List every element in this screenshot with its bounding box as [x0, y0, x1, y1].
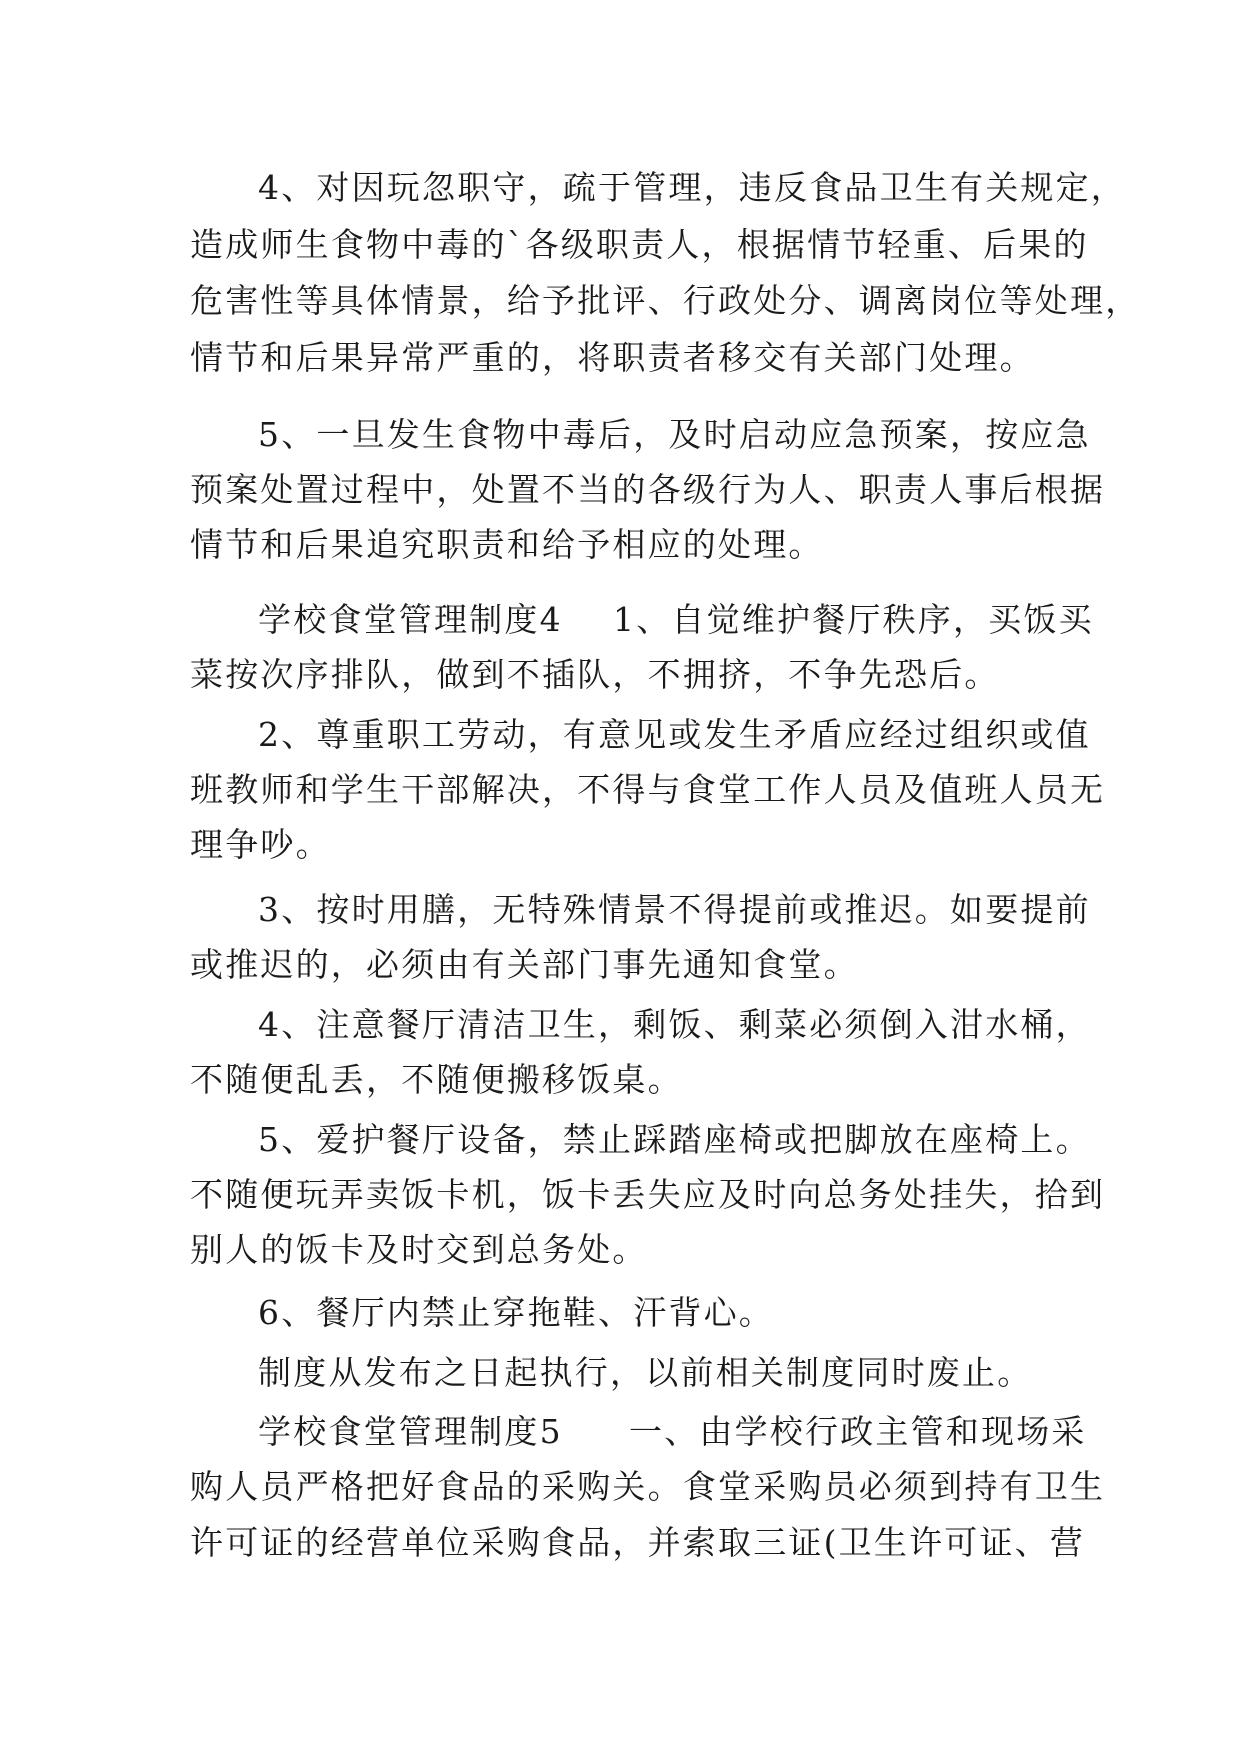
paragraph-line: 不随便乱丢，不随便搬移饭桌。: [190, 1060, 683, 1099]
paragraph-line: 班教师和学生干部解决，不得与食堂工作人员及值班人员无: [190, 770, 1106, 809]
paragraph-line: 理争吵。: [190, 825, 331, 864]
paragraph-line: 4、对因玩忽职守，疏于管理，违反食品卫生有关规定，: [258, 168, 1126, 207]
paragraph-line: 或推迟的，必须由有关部门事先通知食堂。: [190, 945, 859, 984]
paragraph-line: 4、注意餐厅清洁卫生，剩饭、剩菜必须倒入泔水桶，: [258, 1005, 1091, 1044]
paragraph-line: 情节和后果异常严重的，将职责者移交有关部门处理。: [190, 338, 1035, 377]
paragraph-line: 5、一旦发生食物中毒后，及时启动应急预案，按应急: [258, 415, 1091, 454]
paragraph-line: 别人的饭卡及时交到总务处。: [190, 1230, 648, 1269]
paragraph-line: 1、自觉维护餐厅秩序，买饭买: [613, 600, 1094, 639]
paragraph-line: 制度从发布之日起执行，以前相关制度同时废止。: [258, 1353, 1033, 1392]
paragraph-line: 购人员严格把好食品的采购关。食堂采购员必须到持有卫生: [190, 1467, 1106, 1506]
paragraph-line: 危害性等具体情景，给予批评、行政处分、调离岗位等处理，: [190, 281, 1141, 320]
paragraph-line: 预案处置过程中，处置不当的各级行为人、职责人事后根据: [190, 470, 1106, 509]
section-heading: 学校食堂管理制度5: [258, 1412, 563, 1451]
paragraph-line: 菜按次序排队，做到不插队，不拥挤，不争先恐后。: [190, 655, 1000, 694]
paragraph-line: 3、按时用膳，无特殊情景不得提前或推迟。如要提前: [258, 890, 1091, 929]
paragraph-line: 2、尊重职工劳动，有意见或发生矛盾应经过组织或值: [258, 715, 1091, 754]
paragraph-line: 许可证的经营单位采购食品，并索取三证(卫生许可证、营: [190, 1523, 1086, 1562]
paragraph-line: 造成师生食物中毒的`各级职责人，根据情节轻重、后果的: [190, 225, 1089, 264]
paragraph-line: 6、餐厅内禁止穿拖鞋、汗背心。: [258, 1293, 774, 1332]
paragraph-line: 情节和后果追究职责和给予相应的处理。: [190, 525, 824, 564]
paragraph-line: 一、由学校行政主管和现场采: [629, 1412, 1087, 1451]
section-heading: 学校食堂管理制度4: [258, 600, 563, 639]
paragraph-line: 不随便玩弄卖饭卡机，饭卡丢失应及时向总务处挂失，拾到: [190, 1175, 1106, 1214]
paragraph-line: 5、爱护餐厅设备，禁止踩踏座椅或把脚放在座椅上。: [258, 1120, 1091, 1159]
